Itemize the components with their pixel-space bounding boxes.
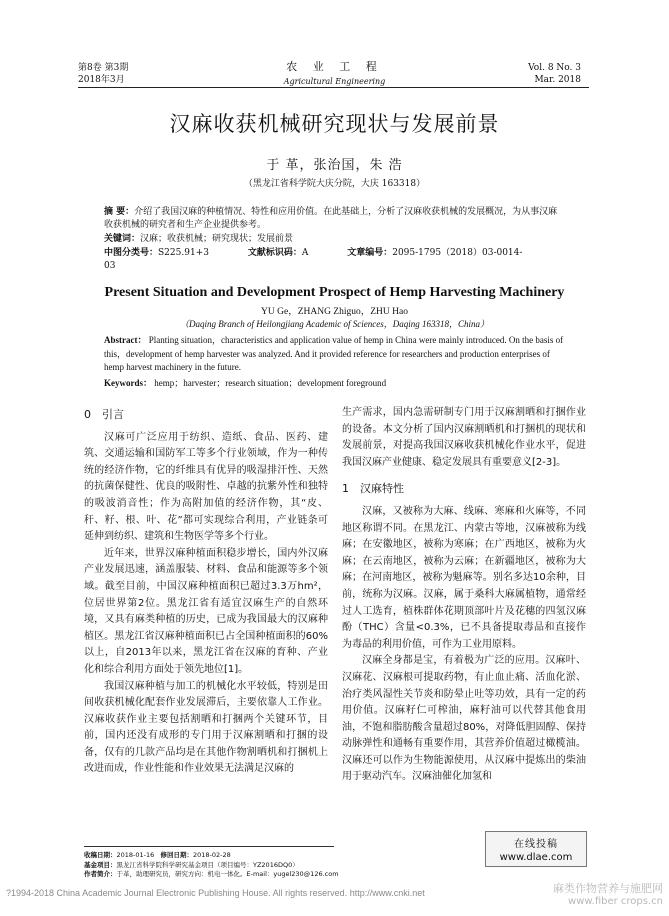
document-code-value: A	[301, 248, 309, 258]
author-bio-label: 作者简介：	[84, 870, 117, 878]
paper-title-en: Present Situation and Development Prospect of Hemp Harvesting Machinery	[104, 285, 565, 300]
article-number-label: 文章编号：	[347, 248, 393, 258]
revised-date: 2018-02-28	[192, 851, 231, 859]
abstract-en	[104, 334, 564, 375]
received-label: 收稿日期：	[84, 851, 117, 859]
classification-row	[104, 247, 564, 273]
abstract-cn-label: 摘 要：	[104, 207, 135, 217]
header-volume-en	[528, 62, 581, 86]
footnote-dates	[84, 851, 364, 861]
section-number: 1	[342, 482, 349, 496]
fund-text: 黑龙江省科学院科学研究基金项目（项目编号：YZ2016DQ0）	[116, 860, 299, 869]
watermark-url: www.fiber crops.cn	[568, 896, 663, 907]
document-code-label: 文献标识码：	[247, 248, 302, 258]
authors-cn: 于 革，张治国，朱 浩	[266, 158, 403, 173]
footnote-fund	[84, 861, 364, 871]
section-number: 0	[84, 408, 91, 421]
abstract-en-block	[104, 334, 564, 390]
clc-label: 中图分类号：	[104, 248, 159, 258]
keywords-en	[104, 377, 564, 391]
keywords-en-text: hemp；harvester；research situation；development foreground	[154, 377, 387, 388]
journal-name-cn: 农 业 工 程	[286, 60, 383, 73]
abstract-en-label: Abstract：	[104, 335, 147, 345]
footnote-author	[84, 870, 364, 880]
header-vol-issue-en: Vol. 8 No. 3	[528, 63, 581, 73]
header-rule	[78, 87, 589, 88]
abstract-cn-text: 介绍了我国汉麻的种植情况、特性和应用价值。在此基础上，分析了汉麻收获机械的发展概况，为从事汉麻收获机械的研究者和生产企业提供参考。	[104, 207, 558, 230]
header-vol-issue-cn: 第8卷 第3期	[78, 63, 129, 73]
keywords-cn-text: 汉麻；收获机械；研究现状；发展前景	[140, 234, 294, 244]
online-submission-label: 在线投稿	[514, 839, 558, 850]
abstract-cn	[104, 206, 564, 232]
paragraph: 汉麻全身都是宝，有着极为广泛的应用。汉麻叶、汉麻花、汉麻根可提取药物，有止血止痛、活血化淤、治疗类风湿性关节炎和防晕止吐等功效，具有一定的药用价值。汉麻籽仁可榨油，麻籽油可以代替其他食用油，不饱和脂肪酸含量超过80%，对降低胆固醇、保持动脉弹性和通畅有重要作用，其营养价值超过橄榄油。汉麻还可以作为生物能源使用，从汉麻中提炼出的柴油用于驱动汽车。汉麻油催化加氢和	[342, 655, 586, 783]
section-title: 引言	[102, 408, 124, 421]
keywords-cn	[104, 233, 564, 246]
paragraph: 汉麻可广泛应用于纺织、造纸、食品、医药、建筑、交通运输和国防军工等多个行业领域，作为一种传统的经济作物，它的纤维具有优异的吸湿排汗性、天然的抗菌保健性、优良的吸附性、卓越的抗紫外性和独特的吸波消音性；作为高附加值的经济作物，其“皮、秆、籽、根、叶、花”都可实现综合利用，产业链条可延伸到纺织、建筑和生物医学等多个行业。	[84, 431, 328, 543]
online-submission-badge[interactable]	[485, 831, 587, 867]
keywords-en-label: Keywords：	[104, 377, 152, 388]
revised-label: 修回日期：	[160, 851, 193, 859]
clc-number	[104, 248, 227, 258]
paper-title-cn: 汉麻收获机械研究现状与发展前景	[169, 112, 500, 136]
affiliation-en: （Daqing Branch of Heilongjiang Academic of Sciences，Daqing 163318，China）	[179, 319, 490, 329]
body-column-right	[342, 405, 586, 786]
document-code	[248, 248, 327, 258]
affiliation-cn: （黑龙江省科学院大庆分院，大庆 163318）	[243, 179, 426, 189]
article-number-value: 2095-1795（2018）03-0014-03	[104, 248, 523, 271]
keywords-cn-label: 关键词：	[104, 234, 141, 244]
abstract-cn-block	[104, 206, 564, 274]
header-date-en: Mar. 2018	[534, 75, 581, 85]
body-column-left	[84, 405, 328, 778]
section-title: 汉麻特性	[360, 482, 404, 496]
fund-label: 基金项目：	[84, 860, 117, 869]
site-watermark	[553, 880, 663, 907]
paragraph: 近年来，世界汉麻种植面积稳步增长，国内外汉麻产业发展迅速，涵盖服装、材料、食品和能源等多个领域。截至目前，中国汉麻种植面积已超过3.3万hm²，位居世界第2位。黑龙江省有适宜汉麻生产的自然环境，又具有麻类种植的历史，已成为我国最大的汉麻种植区。黑龙江省汉麻种植面积已占全国种植面积的60%以上，自2013年以来，黑龙江省在汉麻的育种、产业化和综合利用方面处于领先地位[1]。	[84, 547, 328, 675]
paragraph: 汉麻，又被称为大麻、线麻、寒麻和火麻等，不同地区称谓不同。在黑龙江、内蒙古等地，汉麻被称为线麻；在安徽地区，被称为寒麻；在广西地区，被称为火麻；在云南地区，被称为云麻；在新疆地区，被称为大麻；在河南地区，被称为魁麻等。别名多达10余种，目前，统称为汉麻。汉麻，属于桑科大麻属植物，通常经过人工选育，植株群体花期顶部叶片及花穗的四氢汉麻酚（THC）含量<0.3%，已不具备提取毒品和直接作为毒品的利用价值，可作为工业用原料。	[342, 505, 586, 650]
footnote	[84, 851, 364, 880]
copyright-line: ?1994-2018 China Academic Journal Electronic Publishing House. All rights reserved. http://www.cnki.net	[6, 888, 425, 898]
section-heading-introduction	[84, 407, 328, 424]
watermark-name: 麻类作物营养与施肥网	[553, 882, 663, 895]
author-bio-text: 于革，助理研究员，研究方向：机电一体化。E-mail：yugel230@126.com	[116, 870, 339, 878]
footnote-rule	[84, 846, 334, 847]
paragraph: 生产需求，国内急需研制专门用于汉麻割晒和打捆作业的设备。本文分析了国内汉麻割晒机和打捆机的现状和发展前景，对提高我国汉麻收获机械化作业水平，促进我国汉麻产业健康、稳定发展具有重要意义[2-3]。	[342, 407, 586, 468]
header-date-cn: 2018年3月	[78, 75, 125, 85]
paragraph: 我国汉麻种植与加工的机械化水平较低，特别是田间收获机械化配套作业发展滞后，主要依靠人工作业。汉麻收获作业主要包括割晒和打捆两个关键环节，目前，国内还没有成形的专门用于汉麻割晒和打捆的设备，仅有的几款产品均是在其他作物割晒机和打捆机上改进而成，作业性能和作业效果无法满足汉麻的	[84, 680, 328, 775]
abstract-en-text: Planting situation，characteristics and application value of hemp in China were mainly introduced. On the basis of this，development of hemp harvester was analyzed. And it provided reference for researchers and production enterprises of hemp harvest machinery in the future.	[104, 335, 564, 372]
clc-value: S225.91+3	[158, 248, 209, 258]
submission-url[interactable]: www.dlae.com	[499, 852, 573, 863]
section-heading-hemp-characteristics	[342, 481, 586, 498]
authors-en: YU Ge，ZHANG Zhiguo，ZHU Hao	[261, 307, 408, 317]
received-date: 2018-01-16	[116, 851, 155, 859]
journal-name-en: Agricultural Engineering	[283, 77, 386, 86]
